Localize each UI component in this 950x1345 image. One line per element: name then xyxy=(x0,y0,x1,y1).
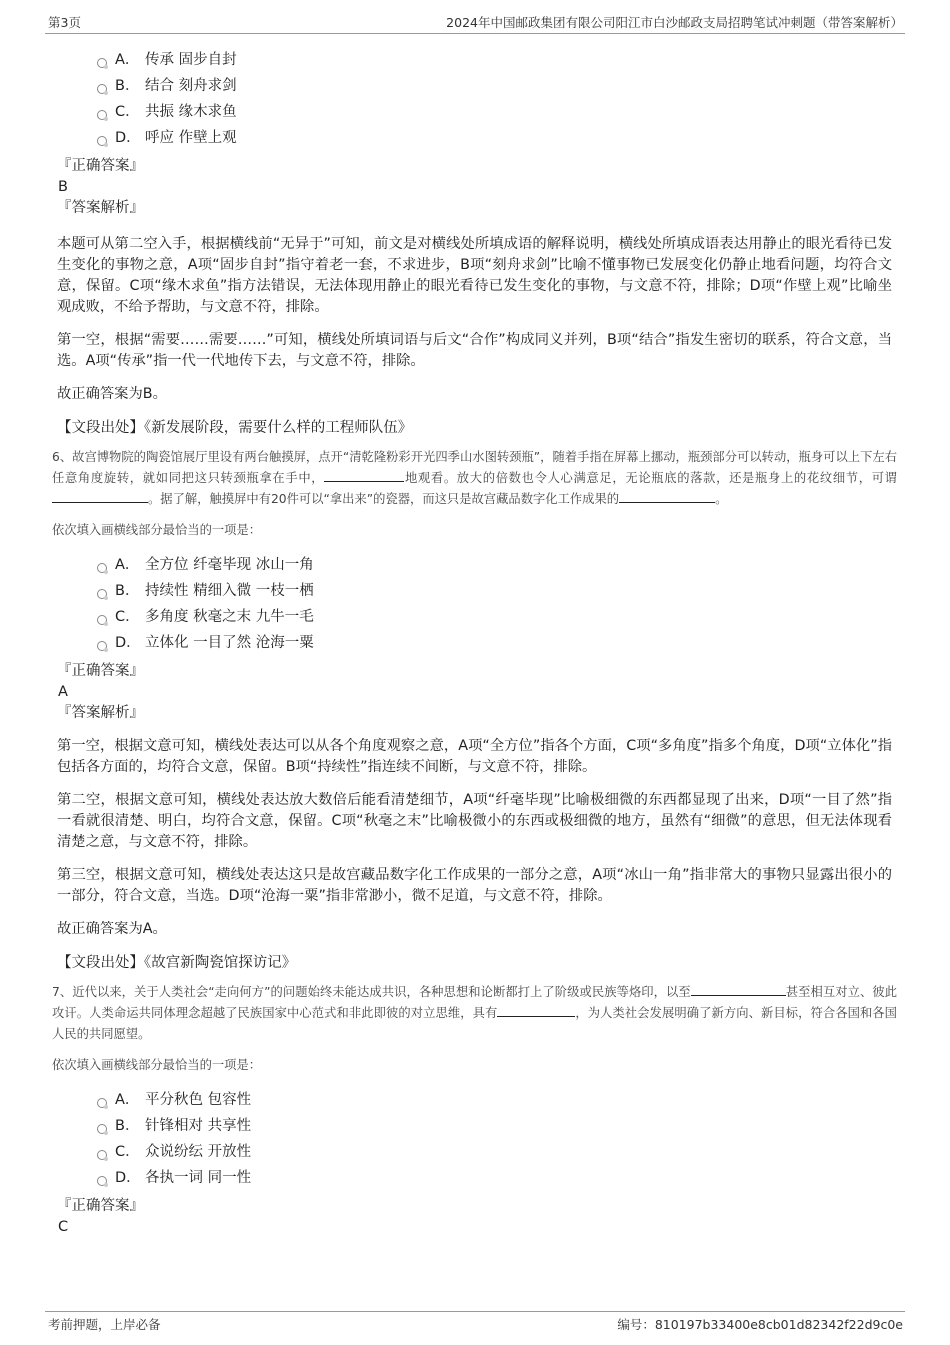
q7-question xyxy=(52,982,897,1045)
q5-analysis-label: 『答案解析』 xyxy=(57,200,144,216)
radio-icon[interactable] xyxy=(97,615,107,625)
q5-answer-label: 『正确答案』 xyxy=(57,158,144,174)
q6-option-d[interactable] xyxy=(97,630,892,656)
q5-analysis-para: 本题可从第二空入手，根据横线前“无异于”可知，前文是对横线处所填成语的解释说明，横线处所填成语表达用静止的眼光看待已发生变化的事物之意，A项“固步自封”指守着老一套，不求进步，B项“刻舟求剑”比喻不懂事物已发展变化仍静止地看问题，均符合文意，保留。C项“缘木求鱼”指方法错误，无法体现用静止的眼光看待已发生变化的事物，与文意不符，排除；D项“作壁上观”比喻坐观成败，不给予帮助，与文意不符，排除。 xyxy=(57,236,892,315)
q6-analysis-label: 『答案解析』 xyxy=(57,705,144,721)
option-letter: D． xyxy=(115,130,141,146)
option-text: 多角度 秋毫之末 九牛一毛 xyxy=(145,609,314,625)
radio-icon[interactable] xyxy=(97,563,107,573)
q6-analysis-para: 故正确答案为A。 xyxy=(57,921,167,937)
radio-icon[interactable] xyxy=(97,136,107,146)
footer-slogan: 考前押题，上岸必备 xyxy=(48,1317,161,1332)
option-letter: A． xyxy=(115,52,140,68)
fill-blank xyxy=(691,983,786,996)
page-header xyxy=(45,11,905,34)
fill-blank xyxy=(619,490,715,503)
q7-option-d[interactable] xyxy=(97,1165,892,1191)
option-text: 各执一词 同一性 xyxy=(145,1170,252,1186)
q6-option-a[interactable] xyxy=(97,552,892,578)
q6-analysis-para: 第一空，根据文意可知，横线处表达可以从各个角度观察之意，A项“全方位”指各个方面，C项“多角度”指多个角度，D项“立体化”指包括各方面的，均符合文意，保留。B项“持续性”指连续不间断，与文意不符，排除。 xyxy=(57,738,892,775)
option-letter: B． xyxy=(115,1118,140,1134)
radio-icon[interactable] xyxy=(97,110,107,120)
q7-option-b[interactable] xyxy=(97,1113,892,1139)
option-text: 立体化 一目了然 沧海一粟 xyxy=(145,635,314,651)
q6-prompt: 依次填入画横线部分最恰当的一项是： xyxy=(52,523,262,537)
option-letter: A． xyxy=(115,557,140,573)
q5-option-b[interactable] xyxy=(97,73,892,99)
q7-answer-label: 『正确答案』 xyxy=(57,1198,144,1214)
radio-icon[interactable] xyxy=(97,1124,107,1134)
q7-option-c[interactable] xyxy=(97,1139,892,1165)
option-letter: C． xyxy=(115,1144,140,1160)
q7-options xyxy=(97,1087,892,1191)
option-text: 全方位 纤毫毕现 冰山一角 xyxy=(145,557,314,573)
q6-question xyxy=(52,447,897,510)
option-letter: B． xyxy=(115,78,140,94)
q6-text-part: 6、故宫博物院的陶瓷馆展厅里设有两台触摸屏，点开“清乾隆粉彩开光四季山水图转颈瓶”，随着手指在屏幕上挪动，瓶颈部分可以转动，瓶身可以上下左右任意角度旋转，就如同把这只转颈瓶拿在手中， xyxy=(52,450,897,485)
document-id: 编号：810197b33400e8cb01d82342f22d9c0e xyxy=(617,1317,903,1332)
q5-option-c[interactable] xyxy=(97,99,892,125)
option-text: 持续性 精细入微 一枝一栖 xyxy=(145,583,314,599)
radio-icon[interactable] xyxy=(97,589,107,599)
fill-blank xyxy=(497,1004,575,1017)
q5-option-d[interactable] xyxy=(97,125,892,151)
option-letter: B． xyxy=(115,583,140,599)
fill-blank xyxy=(52,490,148,503)
radio-icon[interactable] xyxy=(97,58,107,68)
q6-option-b[interactable] xyxy=(97,578,892,604)
option-text: 传承 固步自封 xyxy=(145,52,237,68)
q6-answer: A xyxy=(58,684,68,700)
q6-source: 【文段出处】《故宫新陶瓷馆探访记》 xyxy=(57,955,297,971)
q6-analysis-para: 第二空，根据文意可知，横线处表达放大数倍后能看清楚细节，A项“纤毫毕现”比喻极细微的东西都显现了出来，D项“一目了然”指一看就很清楚、明白，均符合文意，保留。C项“秋毫之末”比喻极微小的东西或极细微的地方，虽然有“细微”的意思，但无法体现看清楚之意，与文意不符，排除。 xyxy=(57,792,892,850)
q7-text-part: 7、近代以来，关于人类社会“走向何方”的问题始终未能达成共识，各种思想和论断都打上了阶级或民族等烙印，以至 xyxy=(52,985,691,999)
q7-text-part: ，为人类社会发展明确了新方向、新目标，符合各国和各国人民的共同愿望。 xyxy=(52,1006,897,1041)
q6-answer-label: 『正确答案』 xyxy=(57,663,144,679)
q5-source: 【文段出处】《新发展阶段，需要什么样的工程师队伍》 xyxy=(57,420,413,436)
q5-options xyxy=(97,47,892,151)
q6-text-part: 地观看。放大的倍数也令人心满意足，无论瓶底的落款，还是瓶身上的花纹细节，可谓 xyxy=(404,471,897,485)
q6-options xyxy=(97,552,892,656)
q7-answer: C xyxy=(58,1219,69,1235)
radio-icon[interactable] xyxy=(97,1098,107,1108)
q6-option-c[interactable] xyxy=(97,604,892,630)
option-letter: D． xyxy=(115,1170,141,1186)
q6-text-part: 。据了解，触摸屏中有20件可以“拿出来”的瓷器，而这只是故宫藏品数字化工作成果的 xyxy=(148,492,620,506)
radio-icon[interactable] xyxy=(97,1150,107,1160)
radio-icon[interactable] xyxy=(97,84,107,94)
document-body xyxy=(52,45,897,1237)
document-title: 2024年中国邮政集团有限公司阳江市白沙邮政支局招聘笔试冲刺题（带答案解析） xyxy=(446,15,903,30)
option-text: 结合 刻舟求剑 xyxy=(145,78,237,94)
radio-icon[interactable] xyxy=(97,1176,107,1186)
option-text: 呼应 作壁上观 xyxy=(145,130,237,146)
option-text: 众说纷纭 开放性 xyxy=(145,1144,252,1160)
option-letter: C． xyxy=(115,609,140,625)
q6-text-part: 。 xyxy=(715,492,728,506)
page-number: 第3页 xyxy=(48,15,81,30)
option-text: 针锋相对 共享性 xyxy=(145,1118,252,1134)
q5-analysis-para: 故正确答案为B。 xyxy=(57,386,167,402)
fill-blank xyxy=(324,469,404,482)
option-letter: C． xyxy=(115,104,140,120)
q5-analysis-para: 第一空，根据“需要……需要……”可知，横线处所填词语与后文“合作”构成同义并列，B项“结合”指发生密切的联系，符合文意，当选。A项“传承”指一代一代地传下去，与文意不符，排除。 xyxy=(57,332,892,369)
q7-option-a[interactable] xyxy=(97,1087,892,1113)
page-footer xyxy=(45,1311,905,1334)
q5-option-a[interactable] xyxy=(97,47,892,73)
option-letter: A． xyxy=(115,1092,140,1108)
q7-prompt: 依次填入画横线部分最恰当的一项是： xyxy=(52,1058,262,1072)
option-letter: D． xyxy=(115,635,141,651)
q7-text-part: 甚至相互对立、彼此攻讦。人类命运共同体理念超越了民族国家中心范式和非此即彼的对立思维，具有 xyxy=(52,985,897,1020)
option-text: 平分秋色 包容性 xyxy=(145,1092,252,1108)
q6-analysis-para: 第三空，根据文意可知，横线处表达这只是故宫藏品数字化工作成果的一部分之意，A项“冰山一角”指非常大的事物只显露出很小的一部分，符合文意，当选。D项“沧海一粟”指非常渺小，微不足道，与文意不符，排除。 xyxy=(57,867,892,904)
q5-answer: B xyxy=(58,179,68,195)
radio-icon[interactable] xyxy=(97,641,107,651)
option-text: 共振 缘木求鱼 xyxy=(145,104,237,120)
